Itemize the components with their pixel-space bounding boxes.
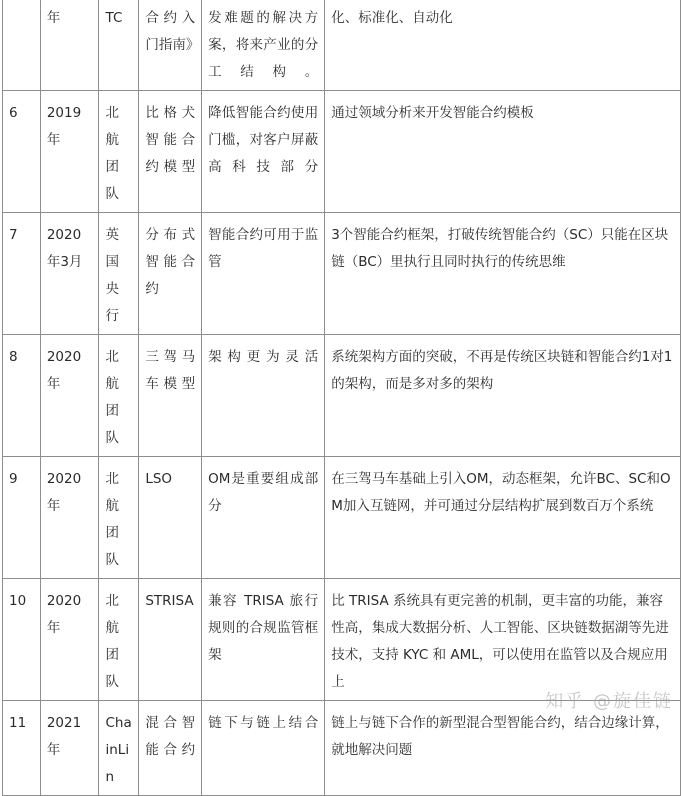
row-number: 8 — [3, 335, 41, 457]
row-organization: 北航团队 — [99, 457, 139, 579]
row-model-name: 比格犬智能合约模型 — [139, 91, 202, 213]
row-number: 10 — [3, 579, 41, 701]
row-purpose: OM是重要组成部分 — [202, 457, 325, 579]
row-model-name: 合约入门指南》 — [139, 0, 202, 91]
table-row — [3, 701, 681, 796]
row-year: 2020年 — [40, 457, 99, 579]
row-organization: TC — [99, 0, 139, 91]
row-purpose: 架构更为灵活 — [202, 335, 325, 457]
row-year: 2020年3月 — [40, 213, 99, 335]
row-year: 2020年 — [40, 335, 99, 457]
row-purpose: 发难题的解决方案，将来产业的分工结构。 — [202, 0, 325, 91]
row-purpose: 兼容 TRISA 旅行规则的合规监管框架 — [202, 579, 325, 701]
row-purpose: 智能合约可用于监管 — [202, 213, 325, 335]
row-description: 通过领域分析来开发智能合约模板 — [325, 91, 681, 213]
row-year: 年 — [40, 0, 99, 91]
row-year: 2019年 — [40, 91, 99, 213]
row-description: 在三驾马车基础上引入OM，动态框架，允许BC、SC和OM加入互链网，并可通过分层结构扩展到数百万个系统 — [325, 457, 681, 579]
row-model-name: LSO — [139, 457, 202, 579]
row-model-name: 分布式智能合约 — [139, 213, 202, 335]
table-row — [3, 579, 681, 701]
row-purpose: 降低智能合约使用门槛，对客户屏蔽高科技部分 — [202, 91, 325, 213]
table-row — [3, 457, 681, 579]
smart-contract-history-table — [2, 0, 681, 796]
row-year: 2021年 — [40, 701, 99, 796]
row-organization: 英国央行 — [99, 213, 139, 335]
row-year: 2020年 — [40, 579, 99, 701]
row-description: 3个智能合约框架，打破传统智能合约（SC）只能在区块链（BC）里执行且同时执行的传统思维 — [325, 213, 681, 335]
table-row — [3, 213, 681, 335]
row-description: 系统架构方面的突破，不再是传统区块链和智能合约1对1的架构，而是多对多的架构 — [325, 335, 681, 457]
row-number: 7 — [3, 213, 41, 335]
row-description: 化、标准化、自动化 — [325, 0, 681, 91]
row-organization: ChainLin — [99, 701, 139, 796]
row-model-name: STRISA — [139, 579, 202, 701]
row-number: 11 — [3, 701, 41, 796]
table-row — [3, 335, 681, 457]
row-model-name: 混合智能合约 — [139, 701, 202, 796]
row-number — [3, 0, 41, 91]
row-description: 链上与链下合作的新型混合型智能合约，结合边缘计算，就地解决问题 — [325, 701, 681, 796]
table-row — [3, 91, 681, 213]
watermark: 知乎 @旋佳链 — [545, 691, 673, 712]
row-organization: 北航团队 — [99, 335, 139, 457]
row-number: 6 — [3, 91, 41, 213]
row-description: 比 TRISA 系统具有更完善的机制，更丰富的功能，兼容性高，集成大数据分析、人工智能、区块链数据湖等先进技术，支持 KYC 和 AML，可以使用在监管以及合规应用上 — [325, 579, 681, 701]
table-row — [3, 0, 681, 91]
row-organization: 北航团队 — [99, 91, 139, 213]
row-organization: 北航团队 — [99, 579, 139, 701]
row-purpose: 链下与链上结合 — [202, 701, 325, 796]
row-number: 9 — [3, 457, 41, 579]
row-model-name: 三驾马车模型 — [139, 335, 202, 457]
